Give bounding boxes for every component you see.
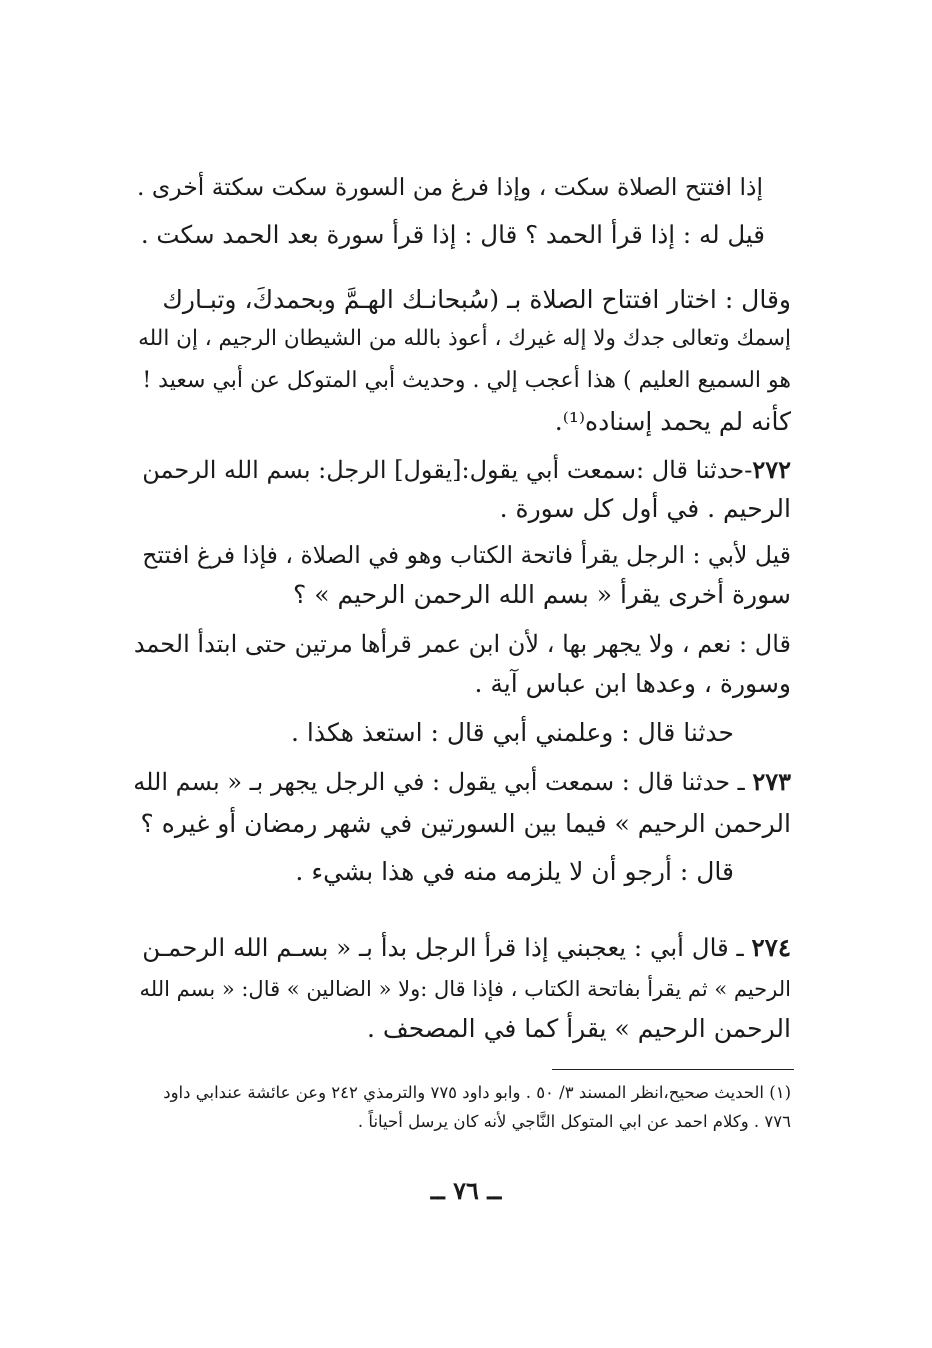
hadith-number: ٢٧٢ — [752, 455, 791, 484]
text-line — [142, 453, 791, 487]
footnote-separator — [552, 1069, 794, 1070]
text-line: حدثنا قال : وعلمني أبي قال : استعذ هكذا . — [291, 718, 734, 747]
text-line: إسمك وتعالى جدك ولا إله غيرك ، أعوذ بالله من الشيطان الرجيم ، إن الله — [138, 326, 791, 351]
text-line: الرحيم . في أول كل سورة . — [499, 494, 791, 523]
text-span: -حدثنا قال :سمعت أبي يقول:[يقول] الرجل: بسم الله الرحمن — [142, 456, 753, 484]
text-line: قال : نعم ، ولا يجهر بها ، لأن ابن عمر قرأها مرتين حتى ابتدأ الحمد — [133, 630, 791, 658]
text-line: هو السميع العليم ) هذا أعجب إلي . وحديث أبي المتوكل عن أبي سعيد ! — [142, 368, 791, 393]
text-line — [142, 931, 791, 965]
text-line: الرحيم » ثم يقرأ بفاتحة الكتاب ، فإذا قال :ولا « الضالين » قال: « بسم الله — [139, 977, 791, 1001]
text-span: ـ حدثنا قال : سمعت أبي يقول : في الرجل يجهر بـ « بسم الله — [133, 768, 753, 796]
footnote-line: ٧٧٦ . وكلام احمد عن ابي المتوكل النَّاجي لأنه كان يرسل أحياناً . — [357, 1112, 791, 1131]
text-line: قال : أرجو أن لا يلزمه منه في هذا بشيء . — [295, 857, 734, 886]
text-line: سورة أخرى يقرأ « بسم الله الرحمن الرحيم » ؟ — [293, 580, 791, 609]
text-line: قيل له : إذا قرأ الحمد ؟ قال : إذا قرأ سورة بعد الحمد سكت . — [140, 220, 765, 249]
text-line: قيل لأبي : الرجل يقرأ فاتحة الكتاب وهو في الصلاة ، فإذا فرغ افتتح — [142, 541, 791, 569]
text-line: وقال : اختار افتتاح الصلاة بـ (سُبحانـك الهـمَّ وبحمدكَ، وتبـارك — [162, 285, 791, 314]
text-line: كأنه لم يحمد إسناده⁽¹⁾. — [554, 407, 791, 436]
text-span: ـ قال أبي : يعجبني إذا قرأ الرجل بدأ بـ « بسـم الله الرحمـن — [142, 933, 752, 962]
text-line — [133, 765, 791, 799]
footnote-line: (١) الحديث صحيح،انظر المسند ٣/ ٥٠ . وابو داود ٧٧٥ والترمذي ٢٤٢ وعن عائشة عندابي داود — [163, 1083, 791, 1102]
hadith-number: ٢٧٣ — [752, 767, 791, 796]
hadith-number: ٢٧٤ — [751, 933, 791, 962]
text-line: الرحمن الرحيم » يقرأ كما في المصحف . — [367, 1014, 791, 1043]
text-line: الرحمن الرحيم » فيما بين السورتين في شهر رمضان أو غيره ؟ — [140, 809, 791, 838]
text-line: وسورة ، وعدها ابن عباس آية . — [474, 669, 791, 698]
page-number: ــ ٧٦ ــ — [430, 1176, 502, 1205]
text-line: إذا افتتح الصلاة سكت ، وإذا فرغ من السورة سكت سكتة أخرى . — [136, 173, 763, 201]
